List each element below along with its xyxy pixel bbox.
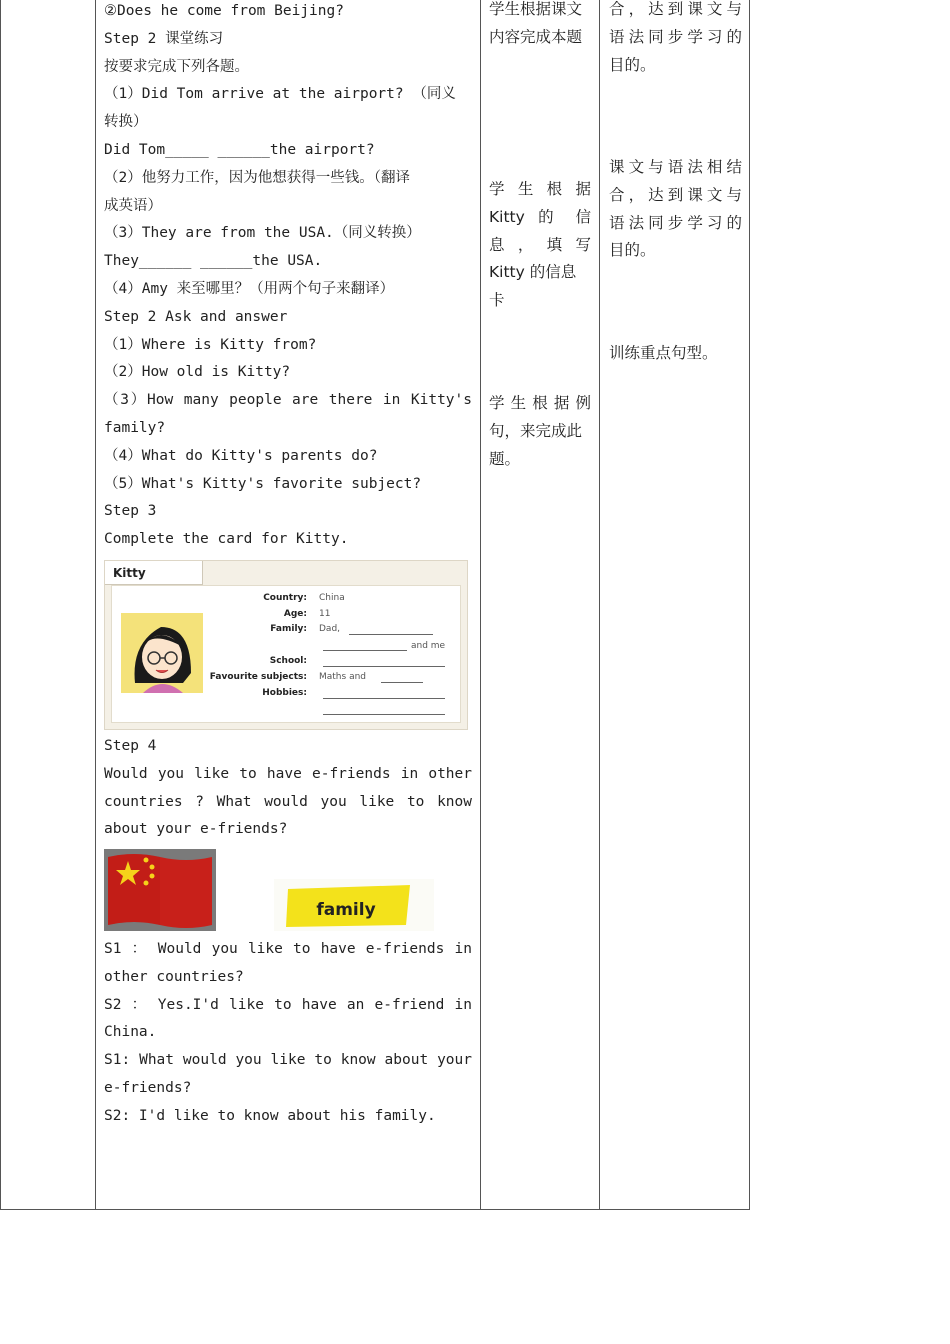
purpose-line: 训练重点句型。 (609, 344, 718, 362)
purpose-block-2 (609, 154, 742, 265)
activity-line: 学 生 根 据 (489, 180, 591, 198)
activity-line: 句，来完成此 (489, 421, 583, 440)
table-divider-2 (480, 0, 481, 1210)
purpose-line: 合，达到课文与 (609, 185, 742, 204)
hobbies-label: Hobbies: (262, 688, 307, 698)
card-tab: Kitty (105, 561, 203, 585)
lesson-steps (104, 0, 472, 554)
purpose-line: 合，达到课文与 (609, 0, 742, 18)
lesson-line: 转换） (104, 114, 148, 131)
subjects-value: Maths and (319, 672, 366, 682)
purpose-line: 目的。 (609, 55, 656, 74)
family-label: Family: (270, 624, 307, 634)
activity-line: 内容完成本题 (489, 27, 583, 46)
activity-line: Kitty 的 信 (489, 207, 591, 226)
age-value: 11 (319, 609, 331, 619)
lesson-line: （1）Where is Kitty from? (104, 336, 317, 353)
activity-line: 学生根据课文 (489, 0, 583, 18)
table-border-left (0, 0, 1, 1210)
lesson-line: China. (104, 1024, 157, 1041)
lesson-line: 成英语） (104, 197, 162, 214)
school-blank (323, 666, 445, 667)
lesson-line: （4）Amy 来至哪里？（用两个句子来翻译） (104, 280, 395, 297)
lesson-line: Step 3 (104, 503, 157, 520)
purpose-line: 课文与语法相结 (609, 158, 742, 176)
purpose-block-1 (609, 0, 742, 79)
lesson-line: （2）他努力工作，因为他想获得一些钱。（翻译 (104, 169, 410, 186)
family-tail: and me (411, 641, 446, 651)
lesson-line: S1 ： Would you like to have e-friends in (104, 941, 472, 957)
activity-block-2 (489, 176, 591, 315)
lesson-line: family? (104, 419, 166, 436)
family-sign-image (274, 879, 434, 931)
purpose-line: 目的。 (609, 241, 656, 260)
lesson-line: （3）How many people are there in Kitty's (104, 392, 472, 409)
purpose-line: 语法同步学习的 (609, 27, 742, 46)
activity-line: 息 ， 填 写 (489, 235, 591, 254)
hobbies-blank (323, 698, 445, 699)
activity-line: 题。 (489, 449, 521, 468)
purpose-block-3 (609, 340, 742, 368)
lesson-line: 按要求完成下列各题。 (104, 58, 249, 75)
lesson-line: Would you like to have e-friends in other (104, 765, 472, 782)
lesson-line: Complete the card for Kitty. (104, 531, 349, 548)
family-value: Dad, (319, 624, 341, 634)
lesson-line: （4）What do Kitty's parents do? (104, 447, 378, 464)
lesson-line: S2 ： Yes.I'd like to have an e-friend in (104, 996, 472, 1013)
table-divider-1 (95, 0, 96, 1210)
table-border-bottom (0, 1209, 750, 1210)
age-label: Age: (283, 609, 307, 619)
china-flag-image (104, 849, 216, 931)
step4-block (104, 733, 472, 844)
lesson-line: Step 2 Ask and answer (104, 308, 288, 325)
activity-line: Kitty 的信息 (489, 263, 577, 282)
lesson-line: Did Tom_____ ______the airport? (104, 141, 375, 158)
lesson-line: Step 4 (104, 738, 157, 754)
lesson-line: about your e-friends? (104, 821, 288, 838)
lesson-line: S1: What would you like to know about your (104, 1052, 472, 1069)
lesson-line: （2）How old is Kitty? (104, 364, 291, 381)
table-divider-3 (599, 0, 600, 1210)
activity-block-3 (489, 390, 591, 473)
dialogue-block (104, 936, 472, 1131)
lesson-line: Step 2 课堂练习 (104, 30, 224, 47)
lesson-line: countries ? What would you like to know (104, 793, 472, 810)
activity-line: 学生根据例 (489, 394, 591, 412)
table-border-right (749, 0, 750, 1210)
lesson-line: （3）They are from the USA.（同义转换） (104, 225, 421, 242)
lesson-line: e-friends? (104, 1079, 192, 1096)
lesson-line: ②Does he come from Beijing? (104, 3, 344, 19)
family-blank (349, 634, 433, 635)
lesson-line: They______ ______the USA. (104, 253, 323, 270)
lesson-line: （1）Did Tom arrive at the airport? （同义 (104, 86, 456, 103)
subjects-blank (381, 682, 423, 683)
country-label: Country: (263, 593, 307, 603)
purpose-line: 语法同步学习的 (609, 213, 742, 232)
subjects-label: Favourite subjects: (209, 672, 307, 682)
activity-block-1 (489, 0, 591, 52)
hobbies-blank-2 (323, 714, 445, 715)
country-value: China (319, 593, 345, 603)
kitty-avatar-image (121, 613, 203, 693)
school-label: School: (269, 656, 307, 666)
lesson-line: S2: I'd like to know about his family. (104, 1107, 436, 1124)
kitty-card (104, 560, 468, 730)
lesson-line: other countries? (104, 968, 244, 985)
activity-line: 卡 (489, 291, 505, 310)
family-sign-text: family (316, 900, 376, 920)
lesson-line: （5）What's Kitty's favorite subject? (104, 475, 422, 492)
